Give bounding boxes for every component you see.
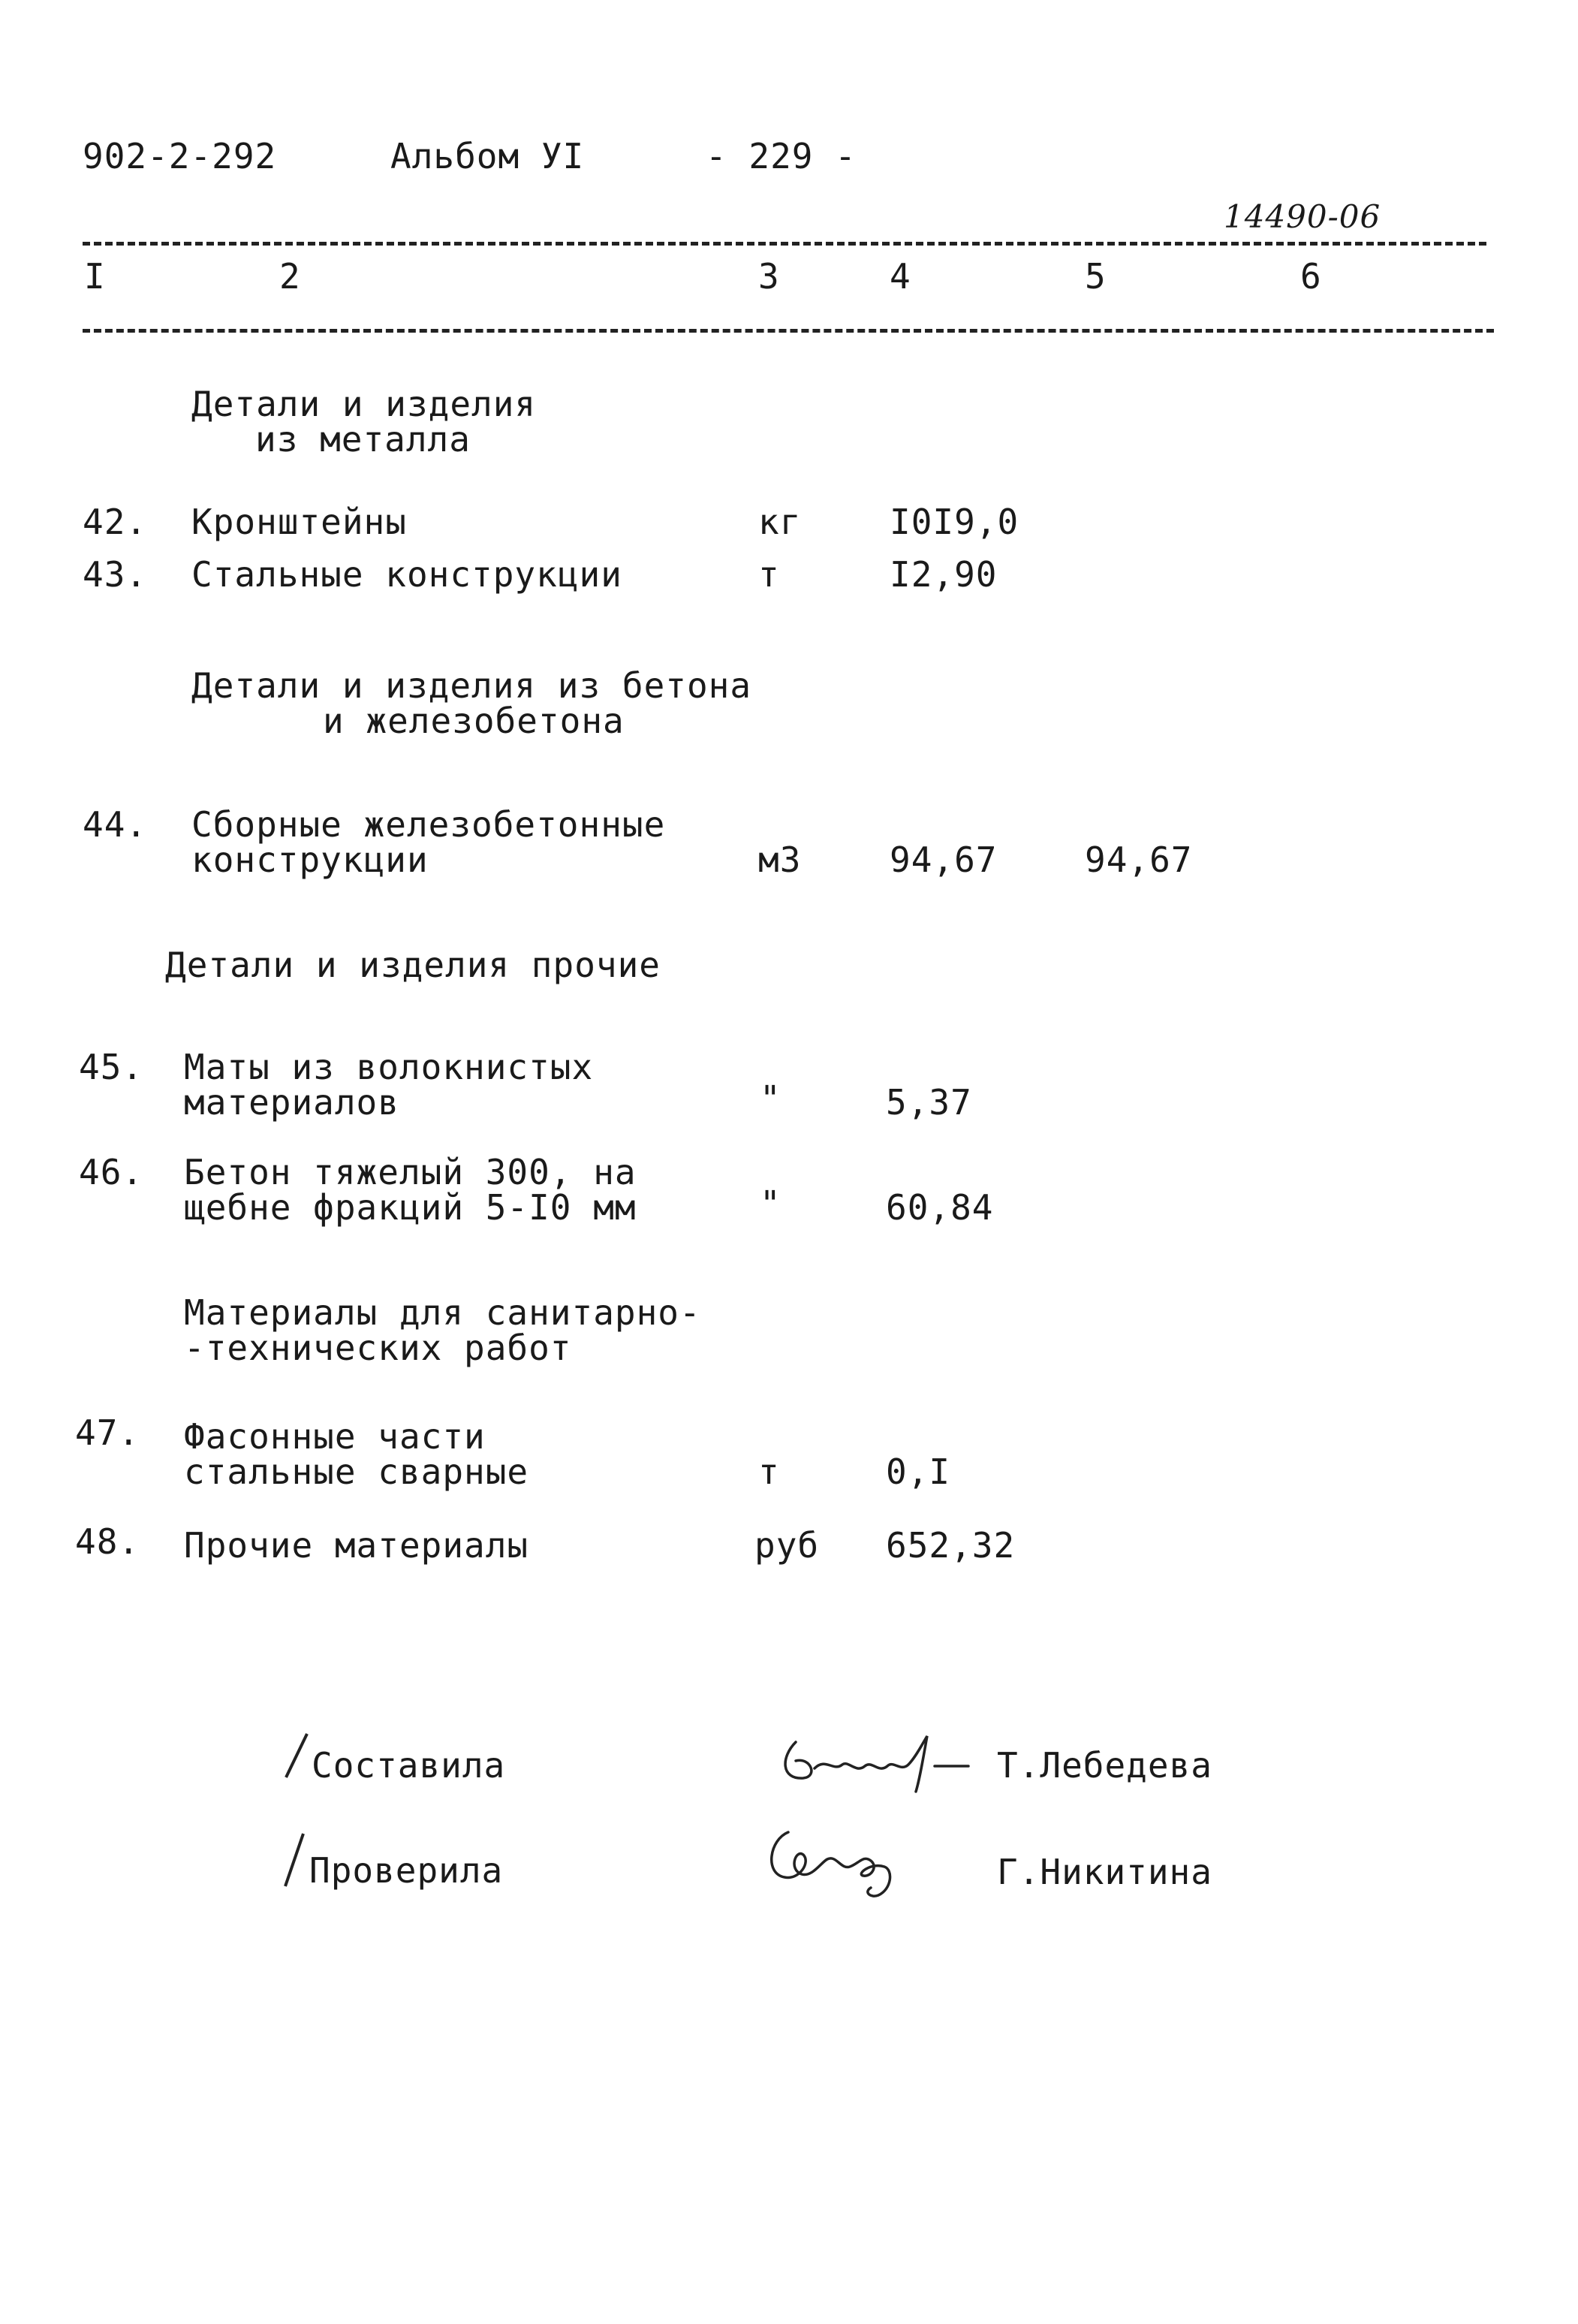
row-number: 47.: [75, 1412, 140, 1453]
checked-by-label: Проверила: [309, 1850, 504, 1891]
checked-signature: [758, 1817, 908, 1907]
row-name-line2: стальные сварные: [184, 1451, 529, 1492]
row-number: 48.: [75, 1521, 140, 1562]
section-title-sanitary-line2: -технических работ: [184, 1328, 572, 1368]
row-unit: т: [758, 1451, 780, 1492]
row-name-line1: Фасонные части: [184, 1416, 486, 1457]
row-name-line2: материалов: [184, 1082, 399, 1123]
row-number: 45.: [79, 1047, 144, 1087]
slash-mark: [279, 1831, 309, 1891]
row-value-col4: I0I9,0: [890, 502, 1019, 542]
inventory-number: 14490-06: [1224, 198, 1381, 235]
slash-mark: [282, 1731, 312, 1783]
row-name-line1: Бетон тяжелый 300, на: [184, 1152, 637, 1192]
row-name: Стальные конструкции: [191, 554, 622, 595]
row-unit: руб: [754, 1525, 820, 1566]
row-name-line2: щебне фракций 5-I0 мм: [184, 1187, 637, 1228]
row-number: 44.: [83, 804, 148, 845]
compiled-by-label: Составила: [312, 1745, 506, 1786]
row-name-line1: Сборные железобетонные: [191, 804, 666, 845]
row-name: Кронштейны: [191, 502, 407, 542]
row-unit-ditto: ": [760, 1183, 781, 1224]
row-number: 43.: [83, 554, 148, 595]
section-title-metal-line1: Детали и изделия: [191, 384, 537, 424]
row-unit: т: [758, 554, 780, 595]
column-header-6: 6: [1300, 256, 1322, 297]
section-title-metal-line2: из металла: [255, 419, 471, 460]
row-value-col4: 94,67: [890, 839, 998, 880]
row-value-col4: 5,37: [886, 1082, 972, 1123]
row-name: Прочие материалы: [184, 1525, 529, 1566]
section-title-sanitary-line1: Материалы для санитарно-: [184, 1292, 701, 1333]
row-number: 42.: [83, 502, 148, 542]
compiled-by-name: Т.Лебедева: [997, 1745, 1212, 1786]
row-unit: кг: [758, 502, 802, 542]
row-value-col5: 94,67: [1085, 839, 1193, 880]
row-value-col4: 0,I: [886, 1451, 951, 1492]
document-code: 902-2-292: [83, 136, 277, 176]
column-header-4: 4: [890, 256, 911, 297]
row-value-col4: 60,84: [886, 1187, 994, 1228]
row-name-line2: конструкции: [191, 839, 429, 880]
column-header-5: 5: [1085, 256, 1107, 297]
row-value-col4: 652,32: [886, 1525, 1016, 1566]
header-bottom-dashed-rule: [83, 329, 1494, 333]
row-value-col4: I2,90: [890, 554, 998, 595]
column-header-1: I: [84, 256, 106, 297]
row-number: 46.: [79, 1152, 144, 1192]
header-top-dashed-rule: [83, 242, 1486, 246]
section-title-concrete-line2: и железобетона: [323, 701, 625, 741]
section-title-other: Детали и изделия прочие: [165, 945, 661, 985]
column-header-2: 2: [279, 256, 301, 297]
row-unit-ditto: ": [760, 1078, 781, 1119]
section-title-concrete-line1: Детали и изделия из бетона: [191, 665, 752, 706]
page-number: - 229 -: [706, 136, 857, 176]
compiled-signature: [773, 1727, 991, 1795]
column-header-3: 3: [758, 256, 780, 297]
album-label: Альбом УI: [390, 136, 585, 176]
row-name-line1: Маты из волокнистых: [184, 1047, 594, 1087]
row-unit: м3: [758, 839, 802, 880]
checked-by-name: Г.Никитина: [997, 1852, 1212, 1892]
